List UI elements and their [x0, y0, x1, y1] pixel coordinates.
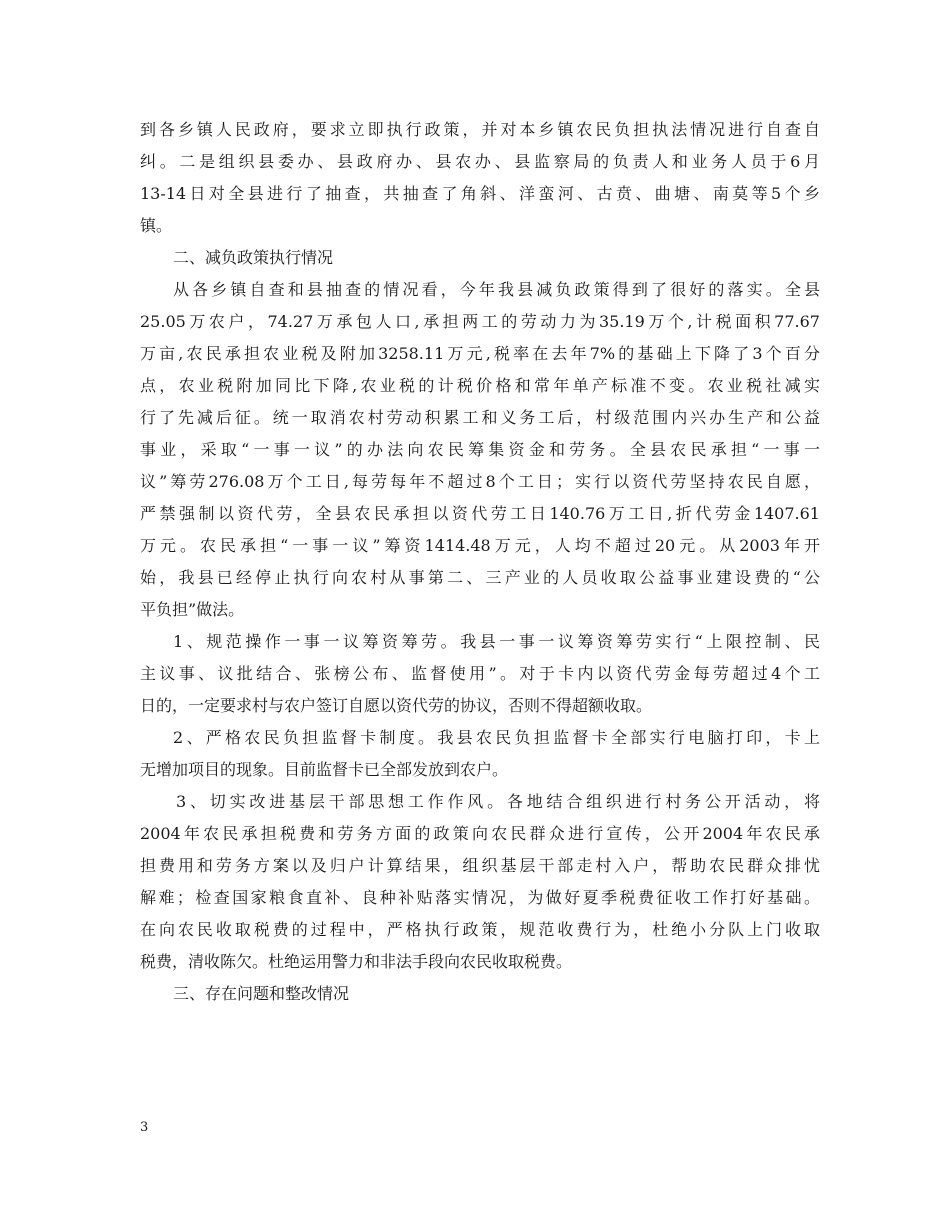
text-line: 税费，清收陈欠。杜绝运用警力和非法手段向农民收取税费。	[140, 952, 573, 971]
text-line: 镇。	[140, 216, 173, 235]
text-line: 3、切实改进基层干部思想工作作风。各地结合组织进行村务公开活动，将	[176, 792, 820, 811]
text-line: 严禁强制以资代劳，全县农民承担以资代劳工日140.76万工日,折代劳金1407.61	[140, 504, 820, 523]
text-line: 2、严格农民负担监督卡制度。我县农民负担监督卡全部实行电脑打印，卡上	[173, 728, 820, 747]
text-line: 13-14日对全县进行了抽查，共抽查了角斜、洋蛮河、古贲、曲塘、南莫等5个乡	[140, 184, 820, 203]
text-line: 到各乡镇人民政府，要求立即执行政策，并对本乡镇农民负担执法情况进行自查自	[140, 120, 820, 139]
page-number: 3	[140, 1120, 149, 1135]
text-line: 从各乡镇自查和县抽查的情况看，今年我县减负政策得到了很好的落实。全县	[173, 280, 820, 299]
text-line: 2004年农民承担税费和劳务方面的政策向农民群众进行宣传，公开2004年农民承	[140, 824, 820, 843]
text-line: 25.05万农户，74.27万承包人口,承担两工的劳动力为35.19万个,计税面积77.67	[140, 312, 820, 331]
section-heading: 三、存在问题和整改情况	[173, 984, 350, 1003]
text-line: 1、规范操作一事一议筹资筹劳。我县一事一议筹资筹劳实行“上限控制、民	[173, 632, 820, 651]
text-line: 纠。二是组织县委办、县政府办、县农办、县监察局的负责人和业务人员于6月	[140, 152, 820, 171]
text-line: 始，我县已经停止执行向农村从事第二、三产业的人员收取公益事业建设费的“公	[140, 568, 820, 587]
body-text	[140, 114, 820, 1010]
text-line: 担费用和劳务方案以及归户计算结果，组织基层干部走村入户，帮助农民群众排忧	[140, 856, 820, 875]
text-line: 日的，一定要求村与农户签订自愿以资代劳的协议，否则不得超额收取。	[140, 696, 653, 715]
section-heading: 二、减负政策执行情况	[173, 248, 334, 267]
text-line: 事业，采取“一事一议”的办法向农民筹集资金和劳务。全县农民承担“一事一	[140, 440, 820, 459]
text-line: 主议事、议批结合、张榜公布、监督使用”。对于卡内以资代劳金每劳超过4个工	[140, 664, 820, 683]
text-line: 万亩,农民承担农业税及附加3258.11万元,税率在去年7%的基础上下降了3个百分	[140, 344, 820, 363]
text-line: 在向农民收取税费的过程中，严格执行政策，规范收费行为，杜绝小分队上门收取	[140, 920, 820, 939]
text-line: 无增加项目的现象。目前监督卡已全部发放到农户。	[140, 760, 509, 779]
text-line: 解难；检查国家粮食直补、良种补贴落实情况，为做好夏季税费征收工作打好基础。	[140, 888, 820, 907]
text-line: 万元。农民承担“一事一议”筹资1414.48万元，人均不超过20元。从2003年开	[140, 536, 820, 555]
text-line: 点，农业税附加同比下降,农业税的计税价格和常年单产标准不变。农业税社减实	[140, 376, 820, 395]
text-line: 议”筹劳276.08万个工日,每劳每年不超过8个工日；实行以资代劳坚持农民自愿，	[140, 472, 820, 491]
text-line: 平负担”做法。	[140, 600, 245, 619]
text-line: 行了先减后征。统一取消农村劳动积累工和义务工后，村级范围内兴办生产和公益	[140, 408, 820, 427]
